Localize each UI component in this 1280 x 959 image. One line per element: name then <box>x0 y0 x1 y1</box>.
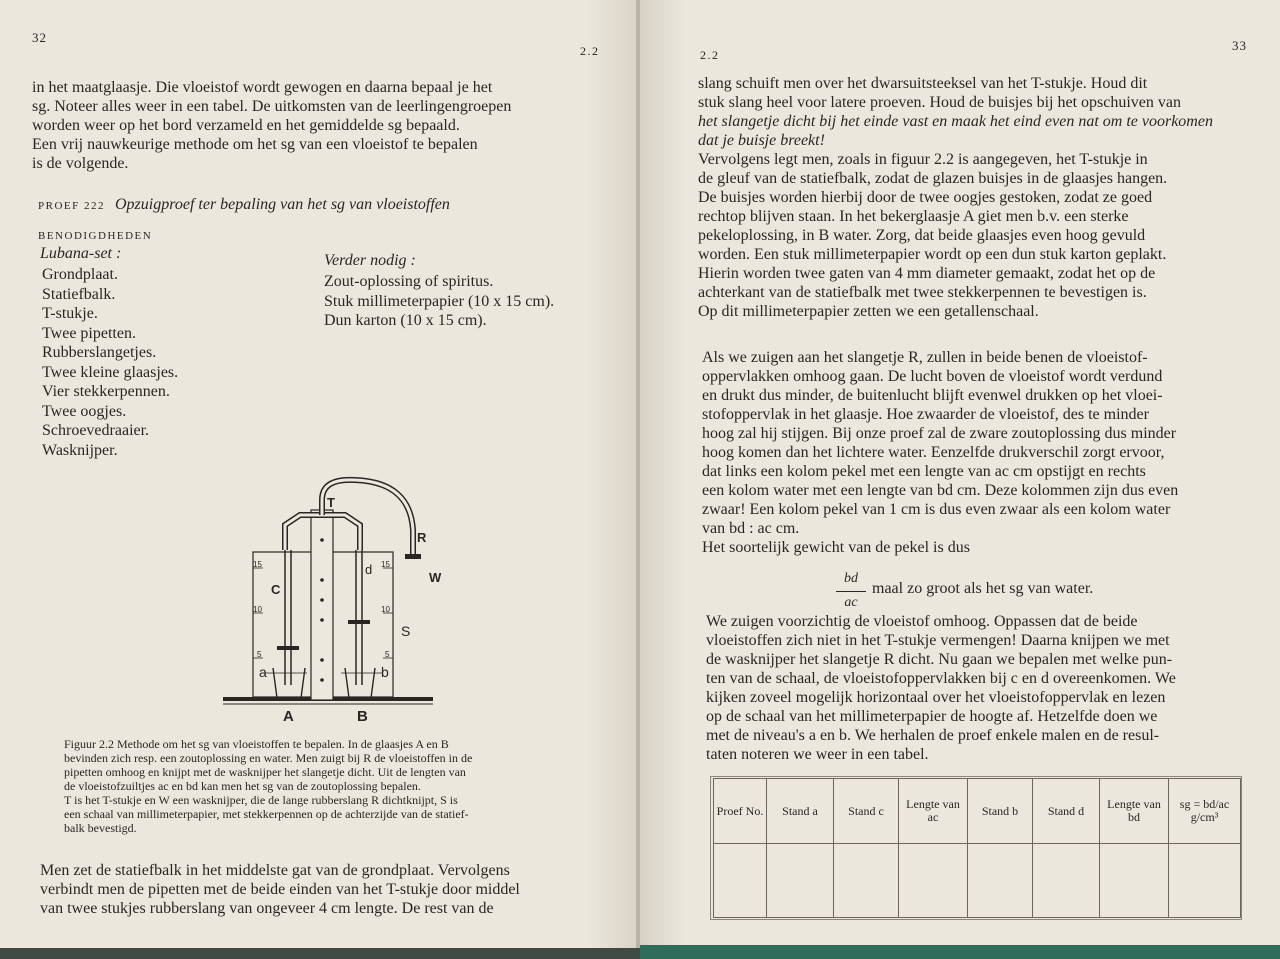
text-line: en drukt dus minder, de buitenlucht blijft evenwel drukken op het vloei- <box>702 387 1163 404</box>
text-line: Op dit millimeterpapier zetten we een getallenschaal. <box>698 303 1039 320</box>
text-line: Een vrij nauwkeurige methode om het sg van een vloeistof te bepalen <box>32 136 478 153</box>
text-line: op de schaal van het millimeterpapier de hoogte af. Hetzelfde doen we <box>706 708 1158 725</box>
table-header-row <box>714 779 1241 844</box>
text-line: vloeistoffen zich niet in het T-stukje vermengen! Daarna knijpen we met <box>706 632 1170 649</box>
formula-numerator: bd <box>844 571 858 586</box>
verder-heading: Verder nodig : <box>324 252 416 269</box>
column-header: Stand a <box>767 779 834 844</box>
list-item: Rubberslangetjes. <box>42 344 157 361</box>
column-header: Stand c <box>834 779 899 844</box>
scale-label: 15 <box>381 560 390 569</box>
text-line: Men zet de statiefbalk in het middelste gat van de grondplaat. Vervolgens <box>40 862 510 879</box>
list-item: Zout-oplossing of spiritus. <box>324 273 494 290</box>
text-line: kijken zoveel mogelijk horizontaal over het vloeistofoppervlak en lezen <box>706 689 1166 706</box>
formula-denominator: ac <box>844 595 858 610</box>
list-item: Twee kleine glaasjes. <box>42 363 179 381</box>
table-cell <box>899 844 968 918</box>
results-table <box>713 778 1241 918</box>
text-line: Hierin worden twee gaten van 4 mm diameter gemaakt, zodat het op de <box>698 265 1156 282</box>
text-line: De buisjes worden hierbij door de twee oogjes gestoken, zodat ze goed <box>698 189 1153 206</box>
text-line: achterkant van de statiefbalk met twee stekkerpennen te bevestigen is. <box>698 284 1147 301</box>
scale-label: 5 <box>257 650 262 659</box>
label-R: R <box>417 530 427 545</box>
list-item: Dun karton (10 x 15 cm). <box>324 312 487 329</box>
page-number: 33 <box>1232 38 1247 53</box>
text-line: de wasknijper het slangetje R dicht. Nu gaan we bepalen met welke pun- <box>706 651 1173 668</box>
text-line: dat je buisje breekt! <box>698 132 825 149</box>
table-cell <box>714 844 767 918</box>
column-header: Proef No. <box>714 779 767 844</box>
closing-paragraph <box>40 861 606 918</box>
section-label: 2.2 <box>580 44 600 58</box>
text-line: een kolom water met een lengte van bd cm. Deze kolommen zijn dus even <box>702 482 1179 499</box>
list-item: Twee pipetten. <box>42 324 136 342</box>
verder-list <box>324 272 554 331</box>
text-line: rechtop blijven staan. In het bekerglaasje A giet men b.v. een sterke <box>698 208 1129 225</box>
text-line: verbindt men de pipetten met de beide einden van het T-stukje door middel <box>40 881 520 898</box>
text-line: Als we zuigen aan het slangetje R, zullen in beide benen de vloeistof- <box>702 349 1148 366</box>
scale-label: 10 <box>381 605 390 614</box>
label-d: d <box>365 562 373 577</box>
fraction-bar <box>836 591 866 592</box>
text-line: Het soortelijk gewicht van de pekel is dus <box>702 539 970 556</box>
text-line: oppervlakken omhoog gaan. De lucht boven de vloeistof wordt verdund <box>702 368 1163 385</box>
text-line: sg. Noteer alles weer in een tabel. De uitkomsten van de leerlingengroepen <box>32 98 512 115</box>
text-line: is de volgende. <box>32 155 129 172</box>
text-line: met de niveau's a en b. We herhalen de proef enkele malen en de resul- <box>706 727 1160 744</box>
label-b: b <box>381 664 389 680</box>
formula-text: maal zo groot als het sg van water. <box>872 580 1094 597</box>
column-header: Lengte van bd <box>1100 779 1169 844</box>
list-item: Stuk millimeterpapier (10 x 15 cm). <box>324 292 555 310</box>
column-header: Stand d <box>1033 779 1100 844</box>
intro-paragraph <box>32 78 604 173</box>
paragraph-1 <box>698 74 1246 321</box>
label-C: C <box>271 582 281 597</box>
column-header: Lengte van ac <box>899 779 968 844</box>
table-cell <box>834 844 899 918</box>
text-line: worden. Een stuk millimeterpapier wordt op een dun stuk karton geplakt. <box>698 246 1167 263</box>
text-line: van bd : ac cm. <box>702 520 800 537</box>
table-row <box>714 844 1241 918</box>
label-S: S <box>401 623 411 639</box>
text-line: hoog zal hij stijgen. Bij onze proef zal de zware zoutoplossing dus minder <box>702 425 1177 442</box>
benodigdheden-heading: BENODIGDHEDEN <box>38 230 153 242</box>
column-header: Stand b <box>968 779 1033 844</box>
text-line: in het maatglaasje. Die vloeistof wordt gewogen en daarna bepaal je het <box>32 79 493 96</box>
caption-line: balk bevestigd. <box>64 821 137 835</box>
caption-line: Figuur 2.2 Methode om het sg van vloeistoffen te bepalen. In de glaasjes A en B <box>64 737 449 751</box>
label-a: a <box>259 664 267 680</box>
text-line: slang schuift men over het dwarsuitsteeksel van het T-stukje. Houd dit <box>698 75 1148 92</box>
text-line: Vervolgens legt men, zoals in figuur 2.2 is aangegeven, het T-stukje in <box>698 151 1148 168</box>
text-line: taten noteren we weer in een tabel. <box>706 746 929 763</box>
proef-title: Opzuigproef ter bepaling van het sg van vloeistoffen <box>115 196 450 213</box>
text-line: pekeloplossing, in B water. Zorg, dat beide glaasjes even hoog gevuld <box>698 227 1146 244</box>
lubana-heading: Lubana-set : <box>40 245 122 262</box>
text-line: hoog komen dan het lichtere water. Eenzelfde drukverschil zorgt ervoor, <box>702 444 1165 461</box>
paragraph-2 <box>702 348 1246 557</box>
caption-line: de vloeistofzuiltjes ac en bd kan men het sg van de zoutoplossing bepalen. <box>64 779 421 793</box>
table-cell <box>1033 844 1100 918</box>
list-item: Schroevedraaier. <box>42 422 150 439</box>
text-line: het slangetje dicht bij het einde vast en maak het eind even nat om te voorkomen <box>698 113 1213 130</box>
caption-line: T is het T-stukje en W een wasknijper, die de lange rubberslang R dichtknijpt, S is <box>64 793 458 807</box>
book-cover-edge <box>640 945 1280 959</box>
left-page <box>0 0 638 948</box>
page-number: 32 <box>32 30 47 45</box>
label-A: A <box>283 708 294 725</box>
list-item: T-stukje. <box>42 305 98 322</box>
table-cell <box>968 844 1033 918</box>
caption-line: pipetten omhoog en knijpt met de wasknijper het slangetje dicht. Uit de lengten van <box>64 765 466 779</box>
text-line: stofoppervlak in het glaasje. Hoe zwaarder de vloeistof, des te minder <box>702 406 1149 423</box>
text-line: dat links een kolom pekel met een lengte van ac cm opstijgt en rechts <box>702 463 1146 480</box>
label-B: B <box>357 708 368 725</box>
table-cell <box>1100 844 1169 918</box>
proef-heading <box>38 196 450 214</box>
list-item: Wasknijper. <box>42 441 118 459</box>
text-line: stuk slang heel voor latere proeven. Houd de buisjes bij het opschuiven van <box>698 94 1181 111</box>
glass-A <box>273 668 305 698</box>
glass-B <box>345 668 375 698</box>
lubana-list <box>42 265 178 460</box>
proef-label: PROEF 222 <box>38 200 105 212</box>
caption-line: bevinden zich resp. een zoutoplossing en water. Men zuigt bij R de vloeistoffen in de <box>64 751 473 765</box>
label-W: W <box>429 570 442 585</box>
scale-label: 15 <box>253 560 262 569</box>
table-cell <box>767 844 834 918</box>
column-header: sg = bd/ac g/cm³ <box>1169 779 1241 844</box>
caption-line: een schaal van millimeterpapier, met stekkerpennen op de achterzijde van de statief- <box>64 807 469 821</box>
list-item: Grondplaat. <box>42 266 118 283</box>
text-line: de gleuf van de statiefbalk, zodat de glazen buisjes in de glaasjes hangen. <box>698 170 1168 187</box>
label-T: T <box>327 495 335 510</box>
table-cell <box>1169 844 1241 918</box>
paragraph-3 <box>706 612 1244 764</box>
text-line: zwaar! Een kolom pekel van 1 cm is dus even zwaar als een kolom water <box>702 501 1171 518</box>
scale-label: 5 <box>385 650 390 659</box>
scale-label: 10 <box>253 605 262 614</box>
text-line: worden weer op het bord verzameld en het gemiddelde sg bepaald. <box>32 117 460 134</box>
list-item: Twee oogjes. <box>42 402 127 420</box>
list-item: Vier stekkerpennen. <box>42 383 170 400</box>
text-line: van twee stukjes rubberslang van ongeveer 4 cm lengte. De rest van de <box>40 900 494 917</box>
figure-caption <box>64 737 604 835</box>
wasknijper <box>405 554 421 559</box>
section-label: 2.2 <box>700 48 720 62</box>
text-line: ten van de schaal, de vloeistofoppervlakken bij c en d overeenkomen. We <box>706 670 1176 687</box>
list-item: Statiefbalk. <box>42 285 116 303</box>
text-line: We zuigen voorzichtig de vloeistof omhoog. Oppassen dat de beide <box>706 613 1138 630</box>
figure-apparatus <box>215 470 440 730</box>
